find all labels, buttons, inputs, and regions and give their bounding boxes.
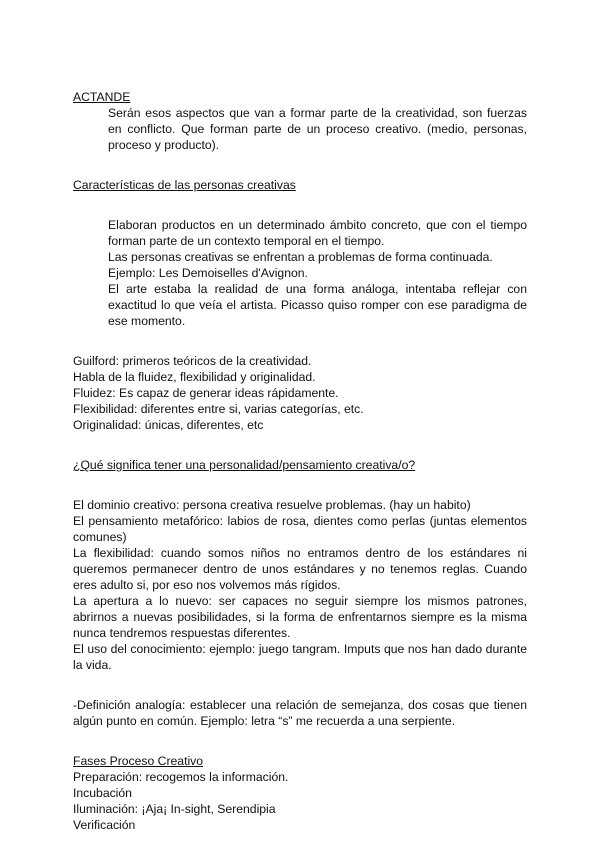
spacer <box>73 153 527 177</box>
personalidad-paragraph: La apertura a lo nuevo: ser capaces no seguir siempre los mismos patrones, abrirnos a nuevas posibilidades, si la forma de enfrentarnos siempre es la misma nunca tendremos respuestas diferentes. <box>73 594 527 640</box>
spacer <box>73 329 527 353</box>
caracteristicas-paragraph: El arte estaba la realidad de una forma análoga, intentaba reflejar con exactitud lo que veía el artista. Picasso quiso romper con ese paradigma de ese momento. <box>108 282 527 328</box>
spacer <box>73 473 527 497</box>
personalidad-paragraph: El pensamiento metafórico: labios de rosa, dientes como perlas (juntas elementos comunes) <box>73 514 527 544</box>
fase-item: Verificación <box>73 818 136 832</box>
guilford-line: Fluidez: Es capaz de generar ideas rápidamente. <box>73 386 339 400</box>
personalidad-paragraph: La flexibilidad: cuando somos niños no entramos dentro de los estándares ni queremos permanecer dentro de unos estándares y no tenemos reglas. Cuando eres adulto si, por eso nos volvemos más rígidos. <box>73 546 527 592</box>
section-title-personalidad: ¿Qué significa tener una personalidad/pensamiento creativa/o? <box>73 458 416 472</box>
fase-item: Incubación <box>73 786 132 800</box>
guilford-line: Guilford: primeros teóricos de la creatividad. <box>73 354 312 368</box>
personalidad-paragraph: El uso del conocimiento: ejemplo: juego tangram. Imputs que nos han dado durante la vida. <box>73 642 527 672</box>
guilford-line: Originalidad: únicas, diferentes, etc <box>73 418 264 432</box>
spacer <box>73 673 527 697</box>
section-title-caracteristicas: Características de las personas creativas <box>73 178 296 192</box>
guilford-line: Habla de la fluidez, flexibilidad y originalidad. <box>73 370 316 384</box>
actande-definition: Serán esos aspectos que van a formar parte de la creatividad, son fuerzas en conflicto. Que forman parte de un proceso creativo. (medio, personas, proceso y producto). <box>108 106 527 152</box>
personalidad-paragraph: El dominio creativo: persona creativa resuelve problemas. (hay un habito) <box>73 498 471 512</box>
section-title-actande: ACTANDE <box>73 90 131 104</box>
fase-item: Preparación: recogemos la información. <box>73 770 289 784</box>
caracteristicas-paragraph: Elaboran productos en un determinado ámbito concreto, que con el tiempo forman parte de un contexto temporal en el tiempo. <box>108 218 527 248</box>
guilford-line: Flexibilidad: diferentes entre si, varias categorías, etc. <box>73 402 364 416</box>
caracteristicas-paragraph: Ejemplo: Les Demoiselles d'Avignon. <box>108 266 308 280</box>
spacer <box>73 193 527 217</box>
spacer <box>73 433 527 457</box>
fase-item: Iluminación: ¡Aja¡ In-sight, Serendipia <box>73 802 276 816</box>
document-body <box>73 89 527 833</box>
section-title-fases: Fases Proceso Creativo <box>73 754 204 768</box>
spacer <box>73 729 527 753</box>
caracteristicas-paragraph: Las personas creativas se enfrentan a problemas de forma continuada. <box>108 250 493 264</box>
analogia-definition: -Definición analogía: establecer una relación de semejanza, dos cosas que tienen algún punto en común. Ejemplo: letra “s” me recuerda a una serpiente. <box>73 698 527 728</box>
